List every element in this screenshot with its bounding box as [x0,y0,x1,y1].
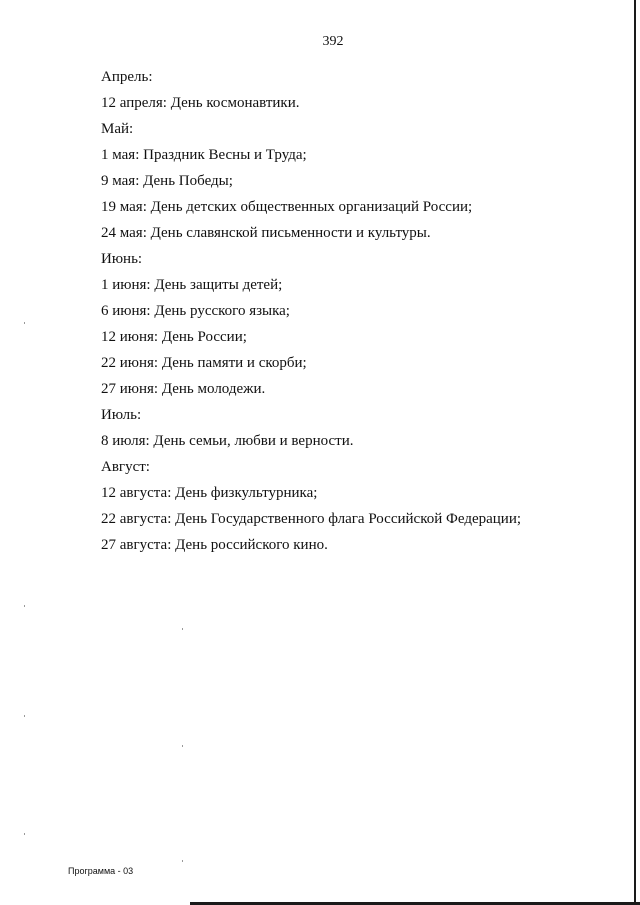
text-line: 27 августа: День российского кино. [101,537,328,553]
text-line: 12 июня: День России; [101,329,247,345]
text-line: 1 мая: Праздник Весны и Труда; [101,147,307,163]
text-line: 27 июня: День молодежи. [101,381,266,397]
scan-speck [24,322,25,324]
text-line: Май: [101,121,134,137]
text-line: 22 июня: День памяти и скорби; [101,355,307,371]
page-number: 392 [322,34,344,49]
scan-speck [24,833,25,835]
text-line: Июнь: [101,251,143,267]
text-line: 24 мая: День славянской письменности и культуры. [101,225,431,241]
document-body [101,64,601,558]
text-line: Июль: [101,407,142,423]
footer-label: Программа - 03 [68,866,134,876]
page-edge-right [634,0,636,905]
text-line: 12 апреля: День космонавтики. [101,95,300,111]
text-line: Август: [101,459,150,475]
text-line: Апрель: [101,69,153,85]
text-line: 1 июня: День защиты детей; [101,277,283,293]
scan-speck [24,605,25,607]
scan-speck [182,628,183,630]
text-line: 8 июля: День семьи, любви и верности. [101,433,354,449]
scan-speck [182,860,183,862]
text-line: 9 мая: День Победы; [101,173,233,189]
text-line: 22 августа: День Государственного флага Российской Федерации; [101,511,522,527]
text-line: 12 августа: День физкультурника; [101,485,318,501]
scan-speck [24,715,25,717]
text-line: 19 мая: День детских общественных организаций России; [101,199,473,215]
text-line: 6 июня: День русского языка; [101,303,290,319]
scan-speck [182,745,183,747]
